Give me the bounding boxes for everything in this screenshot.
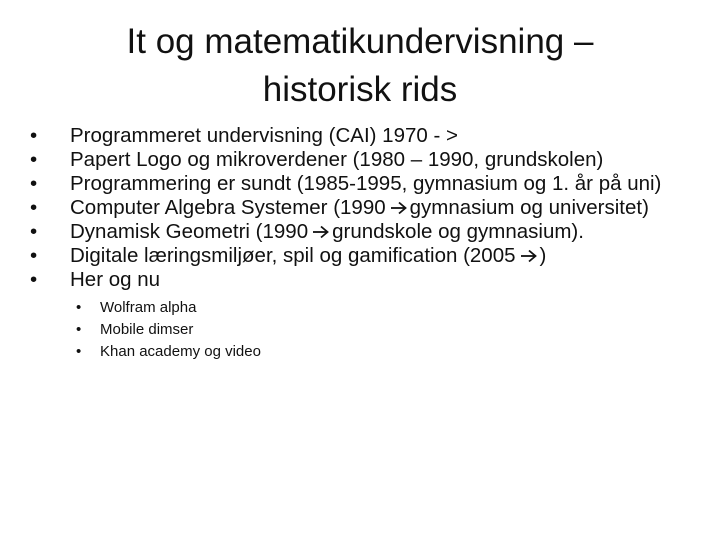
bullet-text-after: gymnasium og universitet)	[409, 196, 649, 219]
sub-bullet-text: Wolfram alpha	[100, 299, 197, 316]
bullet-text: Her og nu	[70, 268, 161, 291]
sub-bullet-khan	[76, 341, 650, 363]
bullet-item-cai	[30, 124, 690, 147]
bullet-dot: •	[30, 172, 38, 195]
sub-bullet-dot: •	[76, 299, 82, 316]
bullet-item-cas	[30, 196, 690, 219]
right-arrow-icon	[312, 225, 330, 239]
bullet-text: Programmeret undervisning (CAI) 1970 - >	[70, 124, 458, 147]
bullet-text-after: grundskole og gymnasium).	[332, 220, 584, 243]
title-line-2: historisk rids	[262, 70, 458, 109]
bullet-text-before: Digitale læringsmiljøer, spil og gamification (2005	[70, 244, 516, 267]
sub-bullet-list	[76, 297, 650, 363]
bullet-item-geometri	[30, 220, 690, 243]
bullet-dot: •	[30, 220, 38, 243]
bullet-list	[30, 124, 690, 364]
sub-bullet-dot: •	[76, 343, 82, 360]
bullet-text: Programmering er sundt (1985-1995, gymnasium og 1. år på uni)	[70, 172, 662, 195]
bullet-dot: •	[30, 196, 38, 219]
title-line-1: It og matematikundervisning –	[126, 22, 594, 61]
bullet-text: Papert Logo og mikroverdener (1980 – 1990, grundskolen)	[70, 148, 604, 171]
right-arrow-icon	[390, 201, 408, 215]
slide-title	[40, 18, 680, 114]
bullet-dot: •	[30, 148, 38, 171]
bullet-text-before: Dynamisk Geometri (1990	[70, 220, 309, 243]
bullet-item-her-og-nu	[30, 268, 690, 363]
sub-bullet-text: Khan academy og video	[100, 343, 261, 360]
bullet-dot: •	[30, 268, 38, 291]
bullet-item-digitale	[30, 244, 690, 267]
sub-bullet-mobile	[76, 319, 650, 341]
right-arrow-icon	[520, 249, 538, 263]
bullet-item-programmering	[30, 172, 690, 195]
sub-bullet-dot: •	[76, 321, 82, 338]
sub-bullet-wolfram	[76, 297, 650, 319]
bullet-text-before: Computer Algebra Systemer (1990	[70, 196, 386, 219]
bullet-item-logo	[30, 148, 690, 171]
bullet-text-after: )	[539, 244, 547, 267]
bullet-dot: •	[30, 244, 38, 267]
bullet-dot: •	[30, 124, 38, 147]
sub-bullet-text: Mobile dimser	[100, 321, 194, 338]
